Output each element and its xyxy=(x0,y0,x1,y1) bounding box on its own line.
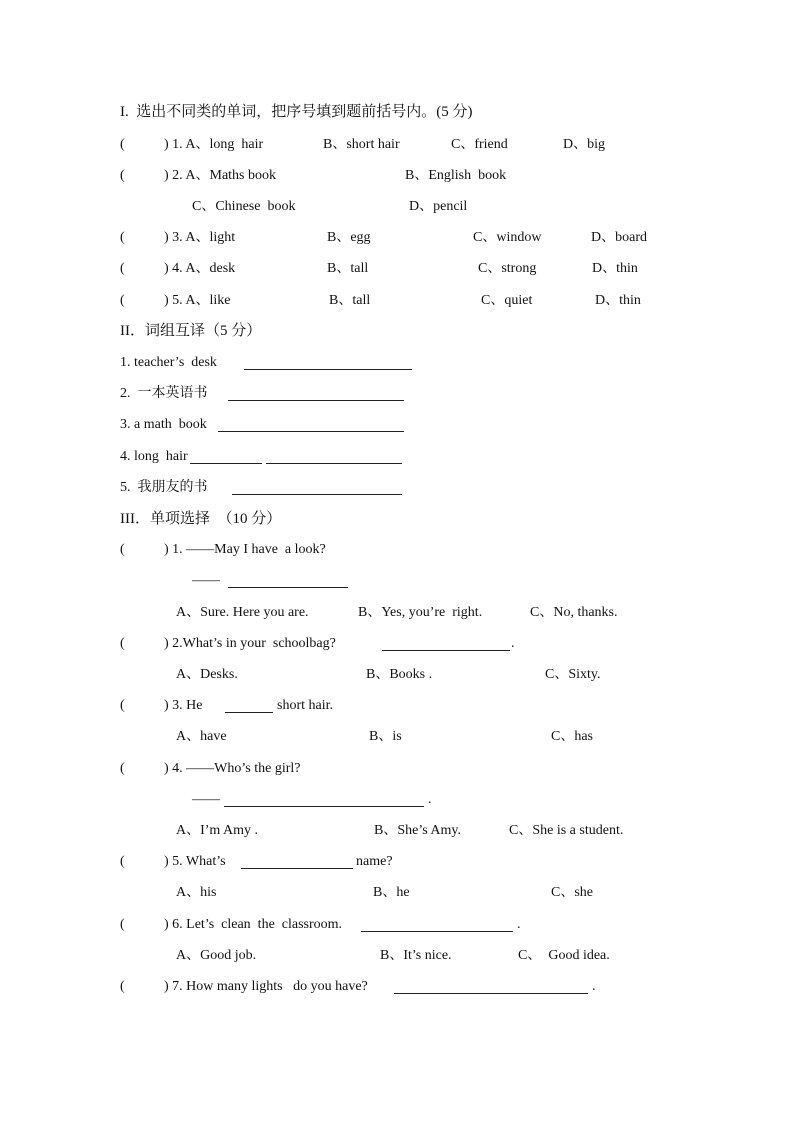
q1-2-d: D、pencil xyxy=(409,199,468,214)
q3-1-option-b: B、Yes, you’re right. xyxy=(358,605,483,620)
section-2-title: II．词组互译（5 分） xyxy=(120,323,262,339)
q1-5-b: B、tall xyxy=(329,293,371,308)
q3-4-end: . xyxy=(428,792,432,807)
answer-paren: ( xyxy=(120,854,125,869)
q2-item-2 xyxy=(120,385,208,403)
q3-3-option-b: B、is xyxy=(369,729,402,744)
q2-item-5 xyxy=(120,479,208,497)
answer-paren: ( xyxy=(120,542,125,557)
q1-4-b: B、tall xyxy=(327,261,369,276)
q1-5-d: D、thin xyxy=(595,293,641,308)
section-3-title: III．单项选择 （10 分） xyxy=(120,511,282,527)
section-1-title: I. 选出不同类的单词，把序号填到题前括号内。(5 分) xyxy=(120,104,473,120)
q1-1-d: D、big xyxy=(563,137,605,152)
answer-paren: ( xyxy=(120,917,125,932)
q3-6-option-c: C、 Good idea. xyxy=(518,948,610,963)
answer-paren: ( xyxy=(120,636,125,651)
answer-blank[interactable] xyxy=(225,699,273,713)
q3-7-end: . xyxy=(592,979,596,994)
answer-paren: ( xyxy=(120,137,125,152)
q3-2-stem: ) 2.What’s in your schoolbag? xyxy=(164,636,336,651)
answer-paren: ( xyxy=(120,979,125,994)
q1-4-c: C、strong xyxy=(478,261,537,276)
q1-4-a: ) 4. A、desk xyxy=(164,261,236,276)
answer-paren: ( xyxy=(120,293,125,308)
q3-4-dash: —— xyxy=(192,792,220,807)
q2-1-text: 1. teacher’s desk xyxy=(120,355,217,370)
answer-paren: ( xyxy=(120,761,125,776)
q3-4-option-a: A、I’m Amy . xyxy=(176,823,259,838)
answer-blank[interactable] xyxy=(244,356,412,370)
q1-1-c: C、friend xyxy=(451,137,508,152)
answer-blank[interactable] xyxy=(394,980,588,994)
q2-5-text: 5. 我朋友的书 xyxy=(120,480,208,495)
q3-1-option-a: A、Sure. Here you are. xyxy=(176,605,309,620)
q3-1-dash: —— xyxy=(192,573,220,588)
q1-4-d: D、thin xyxy=(592,261,638,276)
q1-3-d: D、board xyxy=(591,230,647,245)
q3-2-option-c: C、Sixty. xyxy=(545,667,601,682)
answer-blank[interactable] xyxy=(190,450,262,464)
answer-paren: ( xyxy=(120,698,125,713)
q3-5-option-b: B、he xyxy=(373,885,410,900)
q3-2-end: . xyxy=(511,636,515,651)
q3-5-option-a: A、his xyxy=(176,885,217,900)
answer-blank[interactable] xyxy=(228,387,404,401)
q3-4-option-c: C、She is a student. xyxy=(509,823,624,838)
q1-3-a: ) 3. A、light xyxy=(164,230,236,245)
q1-2-a: ) 2. A、Maths book xyxy=(164,168,276,183)
answer-blank[interactable] xyxy=(224,793,424,807)
q3-1-reply xyxy=(192,572,220,590)
q1-1-b: B、short hair xyxy=(323,137,400,152)
answer-blank[interactable] xyxy=(361,918,513,932)
q3-5-stem: ) 5. What’s xyxy=(164,854,226,869)
q2-4-text: 4. long hair xyxy=(120,449,188,464)
q2-3-text: 3. a math book xyxy=(120,417,207,432)
q1-1-a: ) 1. A、long hair xyxy=(164,137,264,152)
q2-item-4 xyxy=(120,448,188,466)
q3-6-option-a: A、Good job. xyxy=(176,948,257,963)
answer-blank[interactable] xyxy=(218,418,404,432)
q2-item-3 xyxy=(120,416,207,434)
q3-1-option-c: C、No, thanks. xyxy=(530,605,618,620)
q1-2-b: B、English book xyxy=(405,168,507,183)
q2-item-1 xyxy=(120,354,217,372)
answer-paren: ( xyxy=(120,168,125,183)
q3-5-after: name? xyxy=(356,854,393,869)
answer-blank[interactable] xyxy=(382,637,510,651)
q3-5-option-c: C、she xyxy=(551,885,593,900)
q2-2-text: 2. 一本英语书 xyxy=(120,386,208,401)
q3-2-option-a: A、Desks. xyxy=(176,667,238,682)
q1-5-c: C、quiet xyxy=(481,293,533,308)
q3-6-stem: ) 6. Let’s clean the classroom. xyxy=(164,917,343,932)
q3-3-stem: ) 3. He xyxy=(164,698,203,713)
q3-3-option-c: C、has xyxy=(551,729,593,744)
q1-3-c: C、window xyxy=(473,230,542,245)
answer-paren: ( xyxy=(120,261,125,276)
q3-2-option-b: B、Books . xyxy=(366,667,433,682)
q3-4-option-b: B、She’s Amy. xyxy=(374,823,461,838)
q1-5-a: ) 5. A、like xyxy=(164,293,231,308)
q3-7-stem: ) 7. How many lights do you have? xyxy=(164,979,368,994)
answer-paren: ( xyxy=(120,230,125,245)
q1-2-c: C、Chinese book xyxy=(192,199,296,214)
q3-4-stem: ) 4. ——Who’s the girl? xyxy=(164,761,301,776)
q1-3-b: B、egg xyxy=(327,230,371,245)
q3-1-stem: ) 1. ——May I have a look? xyxy=(164,542,326,557)
q3-6-end: . xyxy=(517,917,521,932)
answer-blank[interactable] xyxy=(232,481,402,495)
answer-blank[interactable] xyxy=(228,574,348,588)
q3-3-option-a: A、have xyxy=(176,729,227,744)
q3-4-reply xyxy=(192,791,432,809)
answer-blank[interactable] xyxy=(266,450,402,464)
q3-3-after: short hair. xyxy=(277,698,333,713)
answer-blank[interactable] xyxy=(241,855,353,869)
q3-6-option-b: B、It’s nice. xyxy=(380,948,452,963)
